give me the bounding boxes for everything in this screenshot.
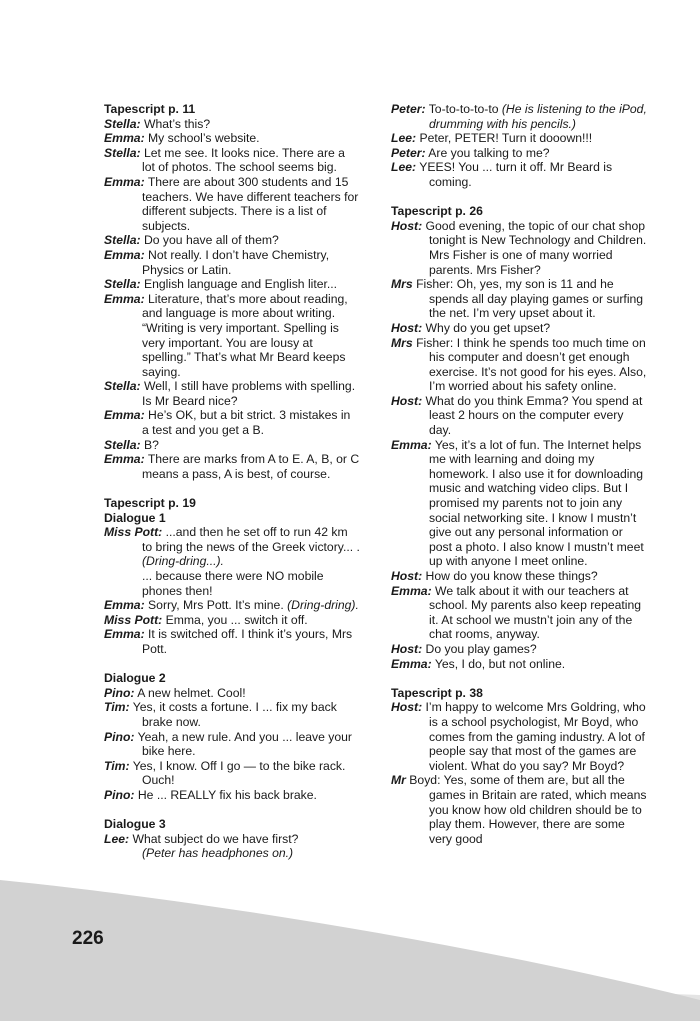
line-text: How do you know these things? <box>425 569 598 583</box>
speaker-name: Host: <box>391 218 423 233</box>
dialogue-line <box>391 569 647 584</box>
dialogue-line <box>104 569 360 598</box>
speaker-name: Host: <box>391 393 423 408</box>
dialogue-line <box>104 292 360 380</box>
speaker-name: Host: <box>391 641 423 656</box>
dialogue-line <box>104 598 360 613</box>
line-text: YEES! You ... turn it off. Mr Beard is coming. <box>419 160 613 189</box>
speaker-name: Emma: <box>104 131 145 146</box>
dialogue-line <box>391 146 647 161</box>
dialogue-line <box>391 584 647 642</box>
speaker-name: Emma: <box>104 174 145 189</box>
speaker-name: Emma: <box>104 452 145 467</box>
dialogue-line <box>104 438 360 453</box>
speaker-name: Mrs <box>391 277 413 292</box>
page-number: 226 <box>72 928 104 949</box>
line-text: Are you talking to me? <box>428 145 550 160</box>
dialogue-line <box>391 219 647 277</box>
dialogue-line <box>104 277 360 292</box>
tapescript-section <box>104 496 360 657</box>
section-heading: Tapescript p. 19 <box>104 496 196 511</box>
line-text: Not really. I don’t have Chemistry, Physics or Latin. <box>142 247 330 277</box>
tapescript-section <box>104 817 360 861</box>
speaker-name: Lee: <box>391 160 417 175</box>
speaker-name: Tim: <box>104 700 130 715</box>
line-text: It is switched off. I think it’s yours, Mrs Pott. <box>142 627 353 656</box>
speaker-name: Stella: <box>104 233 141 248</box>
dialogue-line <box>391 657 647 672</box>
speaker-name: Mrs <box>391 335 413 350</box>
speaker-name: Stella: <box>104 116 141 131</box>
dialogue-line <box>104 788 360 803</box>
line-text: Sorry, Mrs Pott. It’s mine. <box>148 598 288 613</box>
line-text: Oh, yes, my son is 11 and he spends all day playing games or surfing the net. I’m very upset about it. <box>429 277 644 321</box>
line-text: Yes, it costs a fortune. I ... fix my back brake now. <box>132 700 337 729</box>
dialogue-line <box>104 846 360 861</box>
line-text: What subject do we have first? <box>132 831 299 846</box>
speaker-name: Tim: <box>104 758 130 773</box>
speaker-name: Emma: <box>104 408 145 423</box>
speaker-name: Host: <box>391 320 423 335</box>
stage-direction: (Peter has headphones on.) <box>142 846 294 861</box>
dialogue-line <box>391 642 647 657</box>
speaker-name: Emma: <box>104 247 145 262</box>
speaker-name: Stella: <box>104 277 141 292</box>
line-text: Yes, I know. Off I go — to the bike rack. Ouch! <box>132 758 346 788</box>
speaker-name: Pino: <box>104 685 135 700</box>
line-text: ... because there were NO mobile phones then! <box>142 569 324 598</box>
dialogue-line <box>104 117 360 132</box>
line-text: What do you think Emma? You spend at least 2 hours on the computer every day. <box>425 393 643 438</box>
dialogue-heading: Dialogue 3 <box>104 817 166 832</box>
dialogue-line <box>104 832 360 847</box>
dialogue-heading: Dialogue 1 <box>104 510 166 525</box>
line-text: To-to-to-to-to <box>428 102 502 116</box>
dialogue-line <box>391 160 647 189</box>
dialogue-line <box>104 525 360 569</box>
dialogue-line <box>391 102 647 131</box>
tapescript-section <box>391 102 647 190</box>
dialogue-line <box>104 146 360 175</box>
line-text: There are marks from A to E. A, B, or C means a pass, A is best, of course. <box>142 452 360 481</box>
line-text: Let me see. It looks nice. There are a lot of photos. The school seems big. <box>142 145 345 175</box>
dialogue-line <box>104 613 360 628</box>
dialogue-line <box>391 131 647 146</box>
line-text: I think he spends too much time on his computer and doesn’t get enough exercise. It’s not good for his eyes. Also, I’m worried about his safety online. <box>429 335 647 394</box>
line-text: Why do you get upset? <box>425 320 551 335</box>
speaker-name: Lee: <box>104 831 130 846</box>
line-text: Peter, PETER! Turn it dooown!!! <box>419 131 593 146</box>
dialogue-line <box>104 452 360 481</box>
speaker-name: Pino: <box>104 787 135 802</box>
line-text: My school’s website. <box>148 131 260 146</box>
line-text: He’s OK, but a bit strict. 3 mistakes in a test and you get a B. <box>142 408 351 438</box>
line-text: ...and then he set off to run 42 km to bring the news of the Greek victory... . <box>142 525 360 554</box>
dialogue-line <box>104 379 360 408</box>
speaker-name: Emma: <box>104 598 145 613</box>
line-text: A new helmet. Cool! <box>137 685 246 700</box>
dialogue-line <box>391 336 647 394</box>
stage-direction: (Dring-dring). <box>287 598 359 613</box>
dialogue-line <box>104 730 360 759</box>
speaker-name: Host: <box>391 700 423 715</box>
dialogue-line <box>391 321 647 336</box>
line-text: Do you play games? <box>425 641 537 656</box>
speaker-name-rest: Fisher: <box>412 277 454 292</box>
dialogue-line <box>104 408 360 437</box>
dialogue-line <box>391 438 647 569</box>
line-text: Yes, I do, but not online. <box>434 656 566 671</box>
line-text: I’m happy to welcome Mrs Goldring, who is a school psychologist, Mr Boyd, who comes from the gaming industry. A lot of people say that most of the games are violent. What do you say? Mr Boyd? <box>425 700 646 773</box>
speaker-name: Lee: <box>391 131 417 146</box>
speaker-name: Miss Pott: <box>104 612 163 627</box>
dialogue-line <box>104 248 360 277</box>
line-text: There are about 300 students and 15 teachers. We have different teachers for different subjects. There is a list of subjects. <box>142 174 359 233</box>
left-column <box>104 102 360 861</box>
line-text: Well, I still have problems with spelling. Is Mr Beard nice? <box>142 379 356 408</box>
line-text: Good evening, the topic of our chat shop tonight is New Technology and Children. Mrs Fisher is one of many worried parents. Mrs Fisher? <box>425 218 647 277</box>
tapescript-section <box>104 102 360 481</box>
speaker-name: Host: <box>391 569 423 583</box>
speaker-name: Stella: <box>104 145 141 160</box>
speaker-name: Emma: <box>391 656 432 671</box>
line-text: He ... REALLY fix his back brake. <box>137 787 317 802</box>
line-text: Yes, some of them are, but all the games in Britain are rated, which means you know how old children should be to play them. However, there are some very good <box>429 773 647 846</box>
line-text: Yeah, a new rule. And you ... leave your bike here. <box>137 729 352 759</box>
tapescript-section <box>104 671 360 802</box>
line-text: Emma, you ... switch it off. <box>165 612 308 627</box>
line-text: Do you have all of them? <box>143 233 279 248</box>
stage-direction: (He is listening to the iPod, drumming with his pencils.) <box>429 102 647 131</box>
tapescript-section <box>391 686 647 847</box>
line-text: Yes, it’s a lot of fun. The Internet helps me with learning and doing my homework. I also use it for downloading music and watching video clips. But I promised my parents not to join any social networking site. I know I mustn’t give out any personal information or post a photo. I also know I mustn’t meet up with anyone I meet online. <box>429 437 644 569</box>
speaker-name: Stella: <box>104 437 141 452</box>
speaker-name: Emma: <box>104 291 145 306</box>
dialogue-line <box>391 277 647 321</box>
line-text: Literature, that’s more about reading, and language is more about writing. “Writing is very important. Spelling is very important. You are lousy at spelling.” That’s what Mr Beard keeps saying. <box>142 291 348 379</box>
dialogue-heading: Dialogue 2 <box>104 671 166 686</box>
dialogue-line <box>104 175 360 233</box>
dialogue-line <box>104 627 360 656</box>
dialogue-line <box>104 759 360 788</box>
line-text: B? <box>143 437 159 452</box>
speaker-name: Stella: <box>104 379 141 394</box>
dialogue-line <box>391 773 647 846</box>
stage-direction: (Dring-dring...). <box>142 554 224 569</box>
dialogue-line <box>104 686 360 701</box>
tapescript-section <box>391 204 647 671</box>
speaker-name: Peter: <box>391 102 426 116</box>
speaker-name: Emma: <box>104 627 145 642</box>
dialogue-line <box>104 131 360 146</box>
speaker-name: Miss Pott: <box>104 525 163 540</box>
speaker-name: Mr <box>391 773 406 788</box>
speaker-name: Emma: <box>391 583 432 598</box>
speaker-name: Emma: <box>391 437 432 452</box>
dialogue-line <box>391 394 647 438</box>
speaker-name-rest: Fisher: <box>412 335 454 350</box>
dialogue-line <box>104 233 360 248</box>
dialogue-line <box>104 700 360 729</box>
line-text: What’s this? <box>143 116 211 131</box>
line-text: We talk about it with our teachers at school. My parents also keep repeating it. At school we mustn’t join any of the chat rooms, anyway. <box>429 583 642 642</box>
speaker-name-rest: Boyd: <box>405 773 441 788</box>
section-heading: Tapescript p. 11 <box>104 102 196 116</box>
section-heading: Tapescript p. 38 <box>391 685 483 700</box>
speaker-name: Pino: <box>104 729 135 744</box>
speaker-name: Peter: <box>391 145 426 160</box>
section-heading: Tapescript p. 26 <box>391 204 483 219</box>
dialogue-line <box>391 700 647 773</box>
right-column <box>391 102 647 846</box>
line-text: English language and English liter... <box>143 277 338 292</box>
